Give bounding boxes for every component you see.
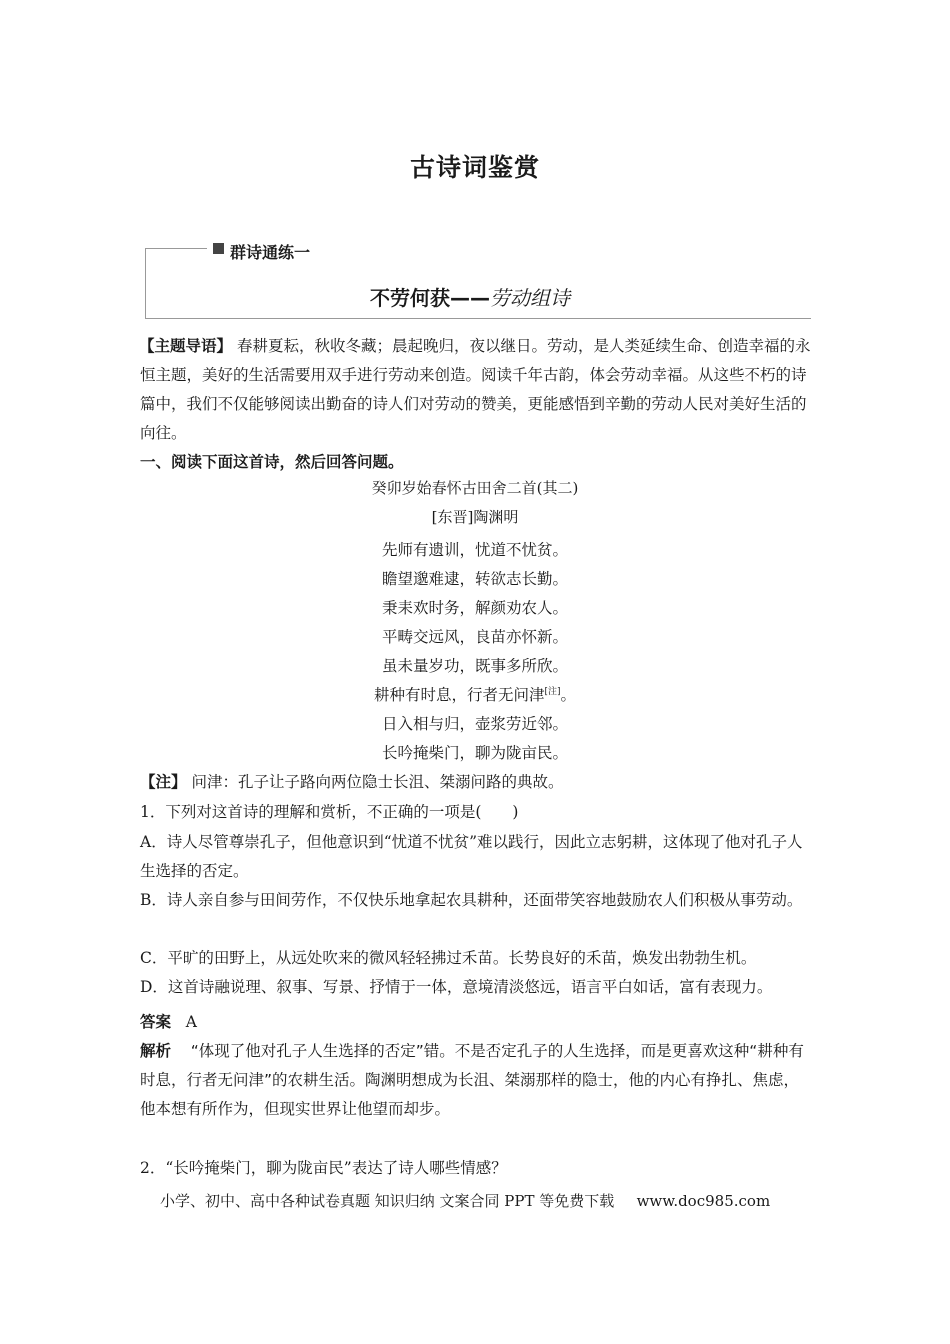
section-label: 群诗通练一 [230, 243, 311, 262]
footer-text: 小学、初中、高中各种试卷真题 知识归纳 文案合同 PPT 等免费下载 [160, 1192, 615, 1210]
poem-line: 日入相与归，壶浆劳近邻。 [381, 715, 568, 733]
note-text: 问津：孔子让子路向两位隐士长沮、桀溺问路的典故。 [191, 773, 564, 791]
poem-line-end: 。 [560, 686, 577, 704]
section-frame-topline [145, 248, 207, 249]
poem-line [0, 683, 950, 705]
q1-option-b: B．诗人亲自参与田间劳作，不仅快乐地拿起农具耕种，还面带笑容地鼓励农人们积极从事劳动。 [140, 891, 803, 909]
poem-line-text: 耕种有时息，行者无问津 [373, 686, 545, 704]
section-title-main: 不劳何获—— [370, 286, 490, 310]
q2-stem: 2．“长吟掩柴门，聊为陇亩民”表达了诗人哪些情感？ [140, 1159, 507, 1177]
poem-line: 先师有遗训，忧道不忧贫。 [381, 541, 568, 559]
section-title [370, 282, 570, 311]
analysis-label: 解析 [140, 1042, 172, 1060]
poem-line: 虽未量岁功，既事多所欣。 [381, 657, 568, 675]
poem-title: 癸卯岁始春怀古田舍二首(其二) [371, 479, 579, 497]
q1-option-a: A．诗人尽管尊崇孔子，但他意识到“忧道不忧贫”难以践行，因此立志躬耕，这体现了他对孔子人生选择的否定。 [140, 833, 803, 880]
q1-answer [140, 1008, 812, 1037]
answer-value: A [185, 1013, 197, 1031]
q1-stem: 1．下列对这首诗的理解和赏析，不正确的一项是( ) [140, 803, 519, 821]
poem-author: [东晋]陶渊明 [431, 508, 519, 526]
poem-line: 秉耒欢时务，解颜劝农人。 [381, 599, 568, 617]
q1-analysis [140, 1037, 812, 1124]
note-tag: 【注】 [140, 773, 187, 791]
q1-option-c: C．平旷的田野上，从远处吹来的微风轻轻拂过禾苗。长势良好的禾苗，焕发出勃勃生机。 [140, 949, 757, 967]
square-bullet-icon [213, 243, 224, 254]
footer [160, 1190, 778, 1211]
page-title: 古诗词鉴赏 [409, 153, 540, 182]
question-heading: 一、阅读下面这首诗，然后回答问题。 [140, 453, 404, 471]
intro-paragraph [140, 332, 812, 448]
poem-line: 平畴交远风，良苗亦怀新。 [381, 628, 568, 646]
q1-option-d: D．这首诗融说理、叙事、写景、抒情于一体，意境清淡悠远，语言平白如话，富有表现力。 [140, 978, 773, 996]
poem-note [140, 768, 812, 797]
intro-text: 春耕夏耘，秋收冬藏；晨起晚归，夜以继日。劳动，是人类延续生命、创造幸福的永恒主题，美好的生活需要用双手进行劳动来创造。阅读千年古韵，体会劳动幸福。从这些不朽的诗篇中，我们不仅能够阅读出勤奋的诗人们对劳动的赞美，更能感悟到辛勤的劳动人民对美好生活的向往。 [140, 337, 811, 442]
poem-line: 长吟掩柴门，聊为陇亩民。 [381, 744, 568, 762]
poem-line: 瞻望邈难逮，转欲志长勤。 [381, 570, 568, 588]
section-title-sub: 劳动组诗 [490, 286, 570, 310]
answer-label: 答案 [140, 1013, 172, 1031]
analysis-text: “体现了他对孔子人生选择的否定”错。不是否定孔子的人生选择，而是更喜欢这种“耕种有时息，行者无问津”的农耕生活。陶渊明想成为长沮、桀溺那样的隐士，他的内心有挣扎、焦虑，他本想有所作为，但现实世界让他望而却步。 [140, 1042, 804, 1118]
footer-url[interactable]: www.doc985.com [636, 1192, 771, 1210]
note-marker: [注] [544, 686, 561, 697]
intro-tag: 【主题导语】 [139, 337, 233, 355]
